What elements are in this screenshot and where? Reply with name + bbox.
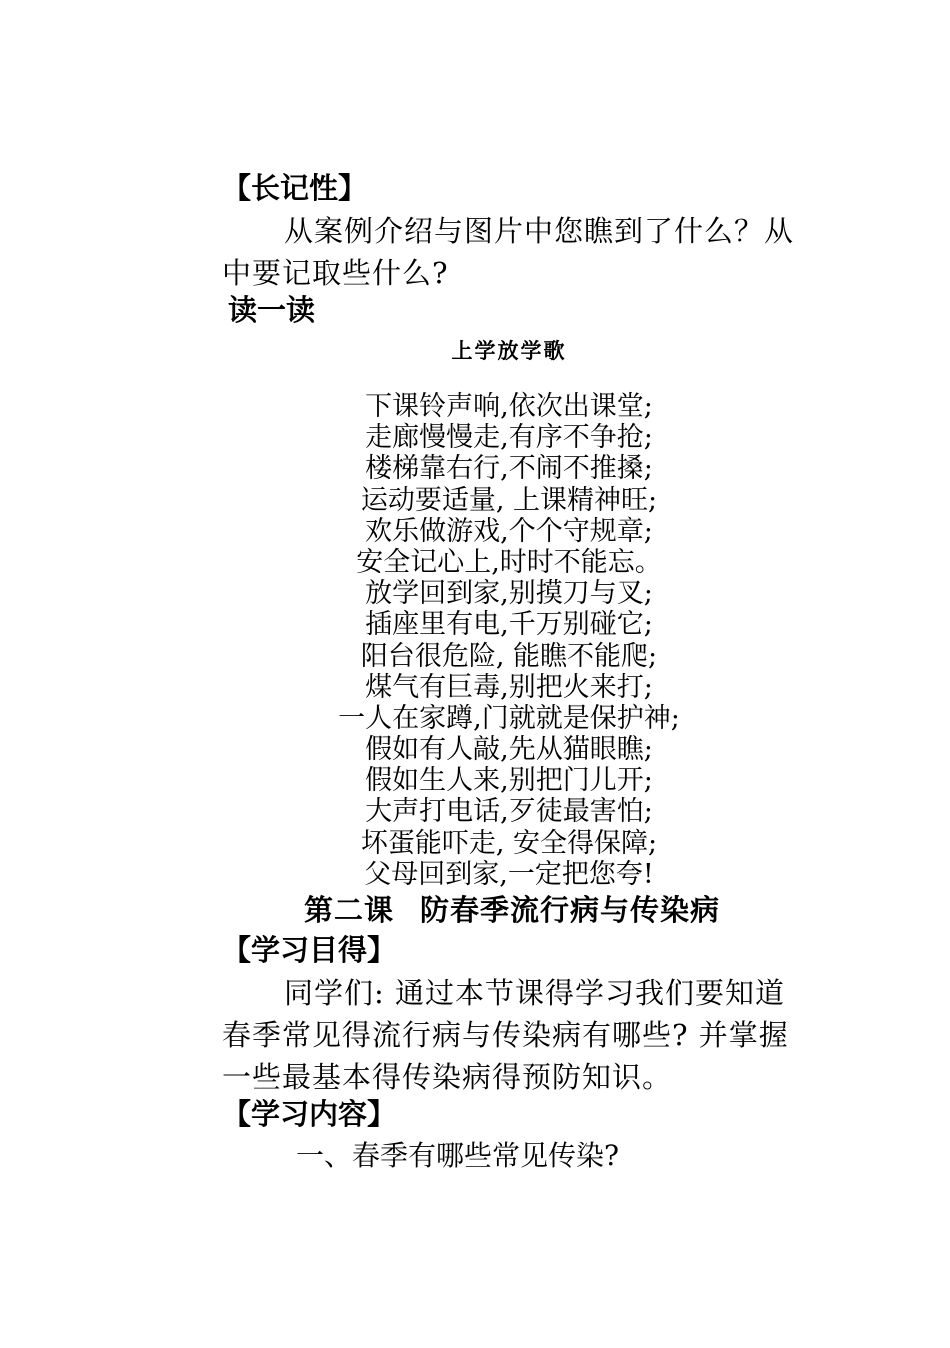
poem-line: 坏蛋能吓走, 安全得保障; bbox=[360, 827, 658, 859]
poem-line: 大声打电话,歹徒最害怕; bbox=[365, 796, 653, 828]
goals-heading: 【学习目得】 bbox=[222, 933, 397, 967]
poem-line: 一人在家蹲,门就就是保护神; bbox=[338, 702, 680, 734]
poem-line: 插座里有电,千万别碰它; bbox=[365, 609, 653, 641]
poem-line: 父母回到家,一定把您夸! bbox=[364, 858, 654, 890]
memory-paragraph-text: 从案例介绍与图片中您瞧到了什么？从中要记取些什么? bbox=[222, 214, 795, 290]
content-heading: 【学习内容】 bbox=[222, 1097, 397, 1131]
poem-line: 下课铃声响,依次出课堂; bbox=[365, 391, 653, 422]
goals-paragraph-text: 同学们: 通过本节课得学习我们要知道春季常见得流行病与传染病有哪些? 并掌握一些最基本得传染病得预防知识。 bbox=[222, 976, 789, 1094]
poem-line: 假如有人敲,先从猫眼瞧; bbox=[365, 734, 653, 766]
memory-heading: 【长记性】 bbox=[222, 171, 368, 205]
lesson-name: 防春季流行病与传染病 bbox=[420, 893, 721, 927]
poem-line: 楼梯靠右行,不闹不推搡; bbox=[365, 453, 653, 485]
poem-line: 阳台很危险, 能瞧不能爬; bbox=[360, 640, 658, 672]
poem-line: 运动要适量, 上课精神旺; bbox=[360, 484, 658, 516]
reading-heading: 读一读 bbox=[228, 293, 316, 327]
content-item-1: 一、春季有哪些常见传染? bbox=[296, 1139, 620, 1172]
poem-line: 假如生人来,别把门儿开; bbox=[365, 765, 653, 797]
lesson-title bbox=[0, 890, 950, 930]
poem-line: 欢乐做游戏,个个守规章; bbox=[365, 515, 653, 547]
goals-paragraph bbox=[222, 972, 812, 1098]
poem-line: 煤气有巨毒,别把火来打; bbox=[365, 671, 653, 703]
memory-paragraph bbox=[222, 210, 812, 294]
poem-line: 安全记心上,时时不能忘。 bbox=[356, 546, 662, 578]
poem-line: 走廊慢慢走,有序不争抢; bbox=[365, 422, 653, 454]
poem-title: 上学放学歌 bbox=[451, 338, 567, 363]
poem-lines bbox=[0, 391, 950, 890]
lesson-number: 第二课 bbox=[303, 893, 394, 927]
poem-line: 放学回到家,别摸刀与叉; bbox=[365, 578, 653, 610]
